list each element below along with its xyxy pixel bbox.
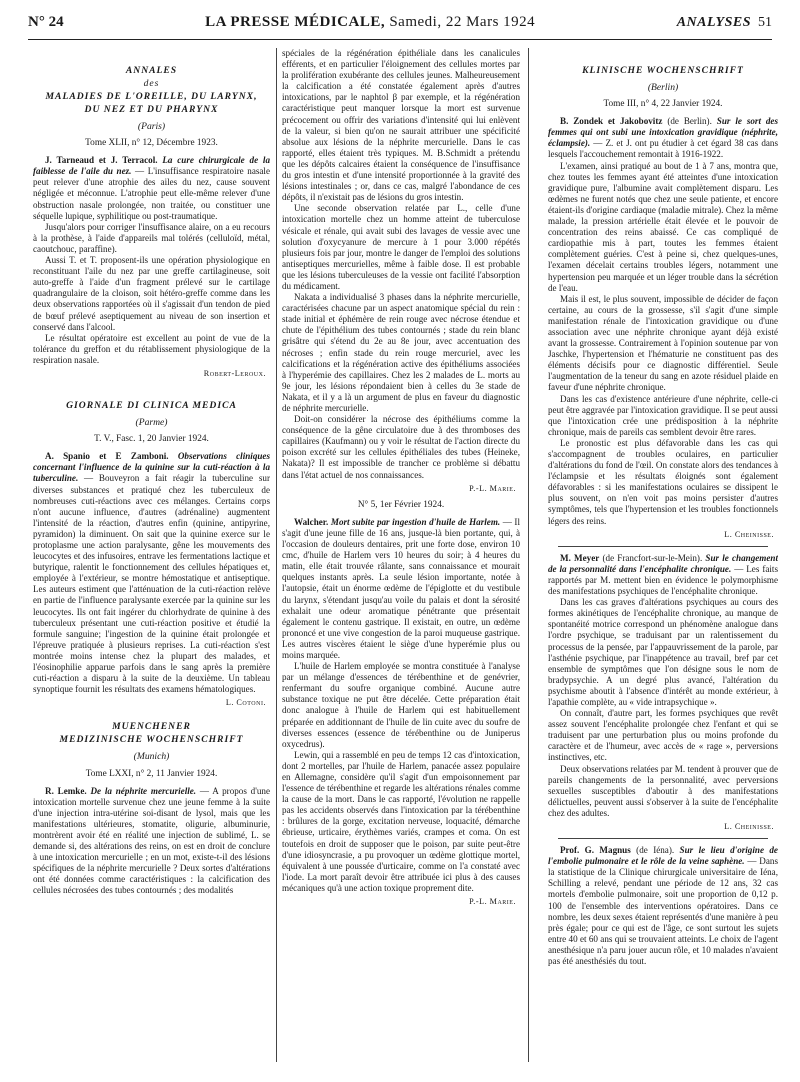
journal-heading: MEDIZINISCHE WOCHENSCHRIFT bbox=[59, 734, 244, 746]
separator-rule bbox=[558, 838, 768, 839]
abstract-paragraph: Dans les cas d'existence antérieure d'une néphrite, celle-ci peut être aggravée par l'intoxication gravidique. Il se peut aussi que l'intoxication crée une prédisposition à la néphrite chronique, mais de pareils cas semblent devoir être rares. bbox=[548, 393, 778, 437]
abstract-paragraph: Prof. G. Magnus (de Iéna). Sur le lieu d'origine de l'embolie pulmonaire et le rôle de la veine saphène. — Dans la statistique de la Clinique chirurgicale universitaire de Iéna, Schilling a relevé, pendant une période de 12 ans, 32 cas mortels d'embolie pulmonaire, soit une proportion de 0,12 p. 100 de l'ensemble des interventions opératoires. Dans ce nombre, les deux sexes étaient représentés d'une manière à peu près égale; pour ce qui est de l'âge, ce sont surtout les sujets entre 40 et 60 ans qui se trouvaient atteints. Le choix de l'agent anesthésique n'a paru jouer aucun rôle, et 10 malades n'avaient pas été anesthésiés du tout. bbox=[548, 845, 778, 967]
abstract-paragraph: B. Zondek et Jakobovitz (de Berlin). Sur le sort des femmes qui ont subi une intoxication gravidique (néphrite, éclampsie). — Z. et J. ont pu étudier à cet égard 38 cas dans lesquels l'accouchement remontait à 1916-1922. bbox=[548, 116, 778, 160]
abstract-title: La cure chirurgicale de la faiblesse de l'aile du nez. bbox=[33, 155, 270, 177]
abstract-paragraph: Mais il est, le plus souvent, impossible de décider de façon certaine, au cours de la grossesse, s'il s'agit d'une simple manifestation rénale de l'intoxication gravidique ou d'une association avec une néphrite chronique ayant déjà existé avant la grossesse. Contrairement à l'opinion soutenue par von Jaschke, l'hypertension et l'hématurie ne constituent pas des éléments décisifs pour ce diagnostic différentiel. Seule l'augmentation de la teneur du sang en azote résiduel plaide en faveur d'une néphrite chronique. bbox=[548, 293, 778, 393]
abstract-paragraph: M. Meyer (de Francfort-sur-le-Mein). Sur le changement de la personnalité dans l'encéphalite chronique. — Les faits rapportés par M. mettent bien en évidence le polymorphisme des manifestations psychiques de l'encéphalite chronique. bbox=[548, 552, 778, 597]
abstract-paragraph: Doit-on considérer la nécrose des épithéliums comme la conséquence de la gêne circulatoire due à des thromboses des capillaires (Kaufmann) ou y voir le résultat de l'action directe du poison excrété sur les cellules épithéliales des tubes (Heineke, Nakata)? Il est impossible de trancher ce problème si débattu dans l'état actuel de nos connaissances. bbox=[282, 414, 520, 480]
journal-heading: MALADIES DE L'OREILLE, DU LARYNX, bbox=[45, 91, 258, 102]
abstract-author: B. Zondek et Jakobovitz bbox=[560, 116, 663, 127]
abstract-paragraph: Le résultat opératoire est excellent au point de vue de la tolérance du greffon et du rétablissement physiologique de la respiration nasale. bbox=[33, 332, 270, 365]
author-location: (de Berlin). bbox=[667, 116, 712, 127]
abstract-title: Sur le sort des femmes qui ont subi une intoxication gravidique (néphrite, éclampsie). bbox=[548, 116, 778, 149]
folio: 51 bbox=[757, 15, 772, 30]
issue-reference: Tome XLII, n° 12, Décembre 1923. bbox=[85, 138, 218, 149]
section-label bbox=[677, 15, 772, 31]
issue-reference: Tome LXXI, n° 2, 11 Janvier 1924. bbox=[85, 768, 218, 779]
abstract-paragraph: Jusqu'alors pour corriger l'insuffisance alaire, on a eu recours à la prothèse, à l'aide d'appareils mal tolérés (celluloïd, métal, caoutchouc, paraffine). bbox=[33, 221, 270, 254]
abstract-paragraph: Une seconde observation relatée par L., celle d'une intoxication mortelle chez un homme atteint de tuberculose vésicale et rénale, qui avait subi des lavages de vessie avec une solution d'oxycyanure de mercure à 1 pour 3.000 répétés plusieurs fois par jour, montre le danger de l'emploi des solutions antiseptiques mercurielles, même à faible dose. Il est probable que les lésions tuberculeuses de la vessie ont facilité l'absorption du médicament. bbox=[282, 203, 520, 291]
abstract-paragraph: L'huile de Harlem employée se montra constituée à l'analyse par un mélange d'essences de térébenthine et de genévrier, renfermant du soufre organique combiné. Aucune autre substance toxique ne put être décelée. Cette préparation était donc analogue à l'huile de Harlem qui est habituellement préparée en additionnant de l'huile de lin cuite avec du soufre de diverses essences (essence de térébenthine ou de Juniperus oxycedrus). bbox=[282, 661, 520, 749]
author-location: (de Iéna). bbox=[636, 845, 675, 856]
column-3 bbox=[548, 48, 778, 1062]
abstract-title: De la néphrite mercurielle. bbox=[90, 785, 197, 796]
issue-reference: T. V., Fasc. 1, 20 Janvier 1924. bbox=[94, 434, 209, 445]
reviewer-signature: L. Cotoni. bbox=[225, 698, 266, 708]
abstract-paragraph: L'examen, ainsi pratiqué au bout de 1 à 7 ans, montra que, chez toutes les femmes ayant été atteintes d'une intoxication gravidique pure, l'albumine avait complètement disparu. Les œdèmes ne furent notés que chez une seule patiente, et encore étaient-ils d'origine cardiaque (maladie mitrale). Chez la même malade, la pression artérielle était élevée et le pouvoir de concentration des reins abaissé. Ce cas compliqué de cardiopathie mis à part, toutes les femmes étaient complètement guéries. C'est à peine si, chez quelques-unes, l'examen décelait certains troubles légers, notamment une hypertension peu marquée et un léger trouble dans la sécrétion de l'eau. bbox=[548, 160, 778, 293]
abstract-paragraph: spéciales de la régénération épithéliale dans les canalicules efférents, et en particulier l'éloignement des cellules mortes par la prolifération exubérante des cellules jeunes. Malheureusement la calcification a été constatée également après d'autres intoxications, par le naphtol β par exemple, et la régénération caractéristique peut manquer lorsque la mort est survenue précocement ou offrir des variations d'intensité qui lui enlèvent de la valeur, si bien qu'on ne saurait attribuer une spécificité absolue aux lésions de la néphrite mercurielle. Dans le cas rapporté, elles étaient très typiques. M. B.Schmidt a prétendu que les dépôts calcaires étaient la conséquence de l'insuffisance du gros intestin et d'une intensité proportionnée à la gravité des lésions intestinales ; or, dans ce cas, malgré l'abondance de ces dépôts, il n'existait pas de lésions du gros intestin. bbox=[282, 48, 520, 203]
abstract-author: Prof. G. Magnus bbox=[560, 845, 631, 856]
abstract-paragraph: Lewin, qui a rassemblé en peu de temps 12 cas d'intoxication, dont 2 mortelles, par l'huile de Harlem, panacée assez populaire en Allemagne, considère qu'il s'agit d'un empoisonnement par l'essence de térébenthine et regarde les altérations rénales comme la cause de la mort. Dans le cas rapporté, l'évolution ne rappelle pas les accidents observés dans l'intoxication par la térébenthine : brûlures de la gorge, excitation nerveuse, loquacité, démarche ébrieuse, urticaire, érythèmes variés, crampes et coma. On est toutefois en droit de supposer que le poison, par suite peut-être d'une idiosyncrasie, a pu provoquer un œdème glottique mortel, équivalent à une poussée d'urticaire, comme on l'a constaté avec l'iode. La mort paraît devoir être attribuée ici plus à des causes mécaniques qu'à une action toxique proprement dite. bbox=[282, 749, 520, 893]
abstract-paragraph: R. Lemke. De la néphrite mercurielle. — A propos d'une intoxication mortelle survenue chez une jeune femme à la suite d'une injection intra-utérine soi-disant de lysol, mais que les manifestations ultérieures, stomatite, oligurie, albuminurie, montrèrent avoir été en réalité une injection de sublimé, L. se demande si, des altérations des reins, on est en droit de conclure à une intoxication mercurielle ; en un mot, existe-t-il des lésions spécifiques de la néphrite mercurielle ? Deux sortes d'altérations ont été données comme caractéristiques : la calcification des cellules nécrosées des tubes contournés ; des modalités bbox=[33, 785, 270, 896]
issue-date: Samedi, 22 Mars 1924 bbox=[389, 14, 536, 30]
journal-city: (Munich) bbox=[133, 751, 170, 763]
page-header bbox=[28, 14, 772, 40]
running-title bbox=[205, 14, 535, 31]
abstract-author: J. Tarneaud et J. Terracol. bbox=[45, 155, 158, 166]
abstract-title: Mort subite par ingestion d'huile de Harlem. bbox=[330, 516, 501, 527]
abstract-author: R. Lemke. bbox=[45, 785, 87, 796]
abstract-title: Observations cliniques concernant l'influence de la quinine sur la cuti-réaction à la tuberculine. bbox=[33, 451, 270, 484]
issue-reference: Tome III, n° 4, 22 Janvier 1924. bbox=[603, 99, 723, 110]
reviewer-signature: L. Cheinisse. bbox=[724, 529, 774, 539]
author-location: (de Francfort-sur-le-Mein). bbox=[602, 552, 703, 563]
abstract-title: Sur le lieu d'origine de l'embolie pulmonaire et le rôle de la veine saphène. bbox=[548, 845, 778, 867]
journal-city: (Paris) bbox=[137, 121, 166, 132]
issue-reference: N° 5, 1er Février 1924. bbox=[357, 499, 445, 510]
abstract-author: A. Spanio et E Zamboni. bbox=[45, 451, 169, 462]
abstract-paragraph: Aussi T. et T. proposent-ils une opération physiologique en reconstituant l'aile du nez par une greffe cartilagineuse, soit auto-greffe à l'aide d'un fragment prélevé sur le cartilage quadrangulaire de la cloison, soit hétéro-greffe comme dans les deux observations rapportées où il s'agissait d'un tendon de pied de bœuf prélevé aseptiquement au niveau de son insertion et conservé dans l'alcool. bbox=[33, 255, 270, 332]
page-number: N° 24 bbox=[28, 14, 64, 30]
abstract-paragraph: Dans les cas graves d'altérations psychiques au cours des formes akinétiques de l'encéphalite chronique, au manque de spontanéité motrice correspond un phénomène analogue dans l'ordre psychique, se traduisant par un ralentissement du processus de la pensée, par l'appauvrissement de la parole, par l'asthénie psychique, par l'inappétence au travail, bref par cet ensemble de symptômes que l'on désigne sous le nom de bradypsychie. A un degré plus avancé, l'altération du psychisme aboutit à l'absence d'intérêt au monde extérieur, à l'apathie complète, au « vide intrapsychique ». bbox=[548, 597, 778, 707]
journal-heading: KLINISCHE WOCHENSCHRIFT bbox=[582, 65, 744, 76]
abstract-paragraph: On connaît, d'autre part, les formes psychiques que revêt assez souvent l'encéphalite prolongée chez l'enfant et qui se traduisent par une perturbation plus ou moins profonde du caractère et de l'humeur, avec accès de « rage », perversions instinctives, etc. bbox=[548, 708, 778, 763]
reviewer-signature: L. Cheinisse. bbox=[724, 822, 774, 831]
column-rule-1 bbox=[276, 48, 277, 1062]
reviewer-signature: P.-L. Marie. bbox=[469, 483, 516, 493]
journal-city: (Parme) bbox=[135, 417, 168, 429]
column-2 bbox=[282, 48, 520, 1062]
section-name: ANALYSES bbox=[676, 15, 751, 30]
reviewer-signature: Robert-Leroux. bbox=[203, 368, 266, 378]
column-rule-2 bbox=[528, 48, 529, 1062]
reviewer-signature: P.-L. Marie. bbox=[469, 897, 516, 907]
abstract-paragraph: Nakata a individualisé 3 phases dans la néphrite mercurielle, caractérisées chacune par un aspect anatomique spécial du rein : stade initial et éphémère de rein rouge avec nécrose étendue et chute de l'épithélium des tubes contournés ; stade du rein blanc grisâtre qui s'étend du 2e au 8e jour, avec accentuation des nécroses ; enfin stade du rein rouge mercuriel, avec les calcifications et la régénération active des épithéliums associées à l'hyperémie des capillaires. Chez les 2 malades de L. morts au 9e jour, les lésions répondaient bien à celles du 3e stade de Nakata, et il y a là un argument de plus en faveur du diagnostic de néphrite mercurielle. bbox=[282, 292, 520, 413]
abstract-paragraph: A. Spanio et E Zamboni. Observations cliniques concernant l'influence de la quinine sur la cuti-réaction à la tuberculine. — Bouveyron a fait réagir la tuberculine sur diverses substances et pratiqué chez les tuberculeux de nombreuses cuti-réactions avec ces mélanges. Certains corps n'ont aucune influence, d'autres (adrénaline) augmentent l'intensité de la réaction, d'autres enfin (quinine, antipyrine, pyramidon) la diminuent. On sait que la quinine exerce sur le protoplasme une action paralysante, gêne les mouvements des leucocytes et des infusoires, entrave les fermentations lactique et butyrique, ralentit le fonctionnement des cellules hépatiques et, employée à l'extérieur, se montre hémostatique et antiseptique. Les auteurs estiment que l'atténuation de la cuti-réaction relève en partie de l'influence paralysante exercée par la quinine sur les leucocytes. Ils ont fait ingérer du chlorhydrate de quinine à des tuberculeux présentant une cuti-réaction positive et étudié la formule sanguine; l'ingestion de la quinine était prolongée et l'épreuve pratiquée à plusieurs reprises. La cuti-réaction s'est montrée moins intense chez la plupart des malades, et l'éosinophilie apparue parfois dans le sang après la première cuti-réaction a disparu à la suite de la deuxième. Un tableau synoptique fournit les résultats des examens hématologiques. bbox=[33, 451, 270, 695]
separator-rule bbox=[558, 546, 768, 547]
journal-heading: des bbox=[143, 78, 160, 89]
journal-title: LA PRESSE MÉDICALE, bbox=[205, 14, 386, 30]
journal-heading: MUENCHENER bbox=[112, 721, 191, 733]
abstract-paragraph: Deux observations relatées par M. tendent à prouver que de pareils changements de la personnalité, avec perversions sexuelles susceptibles d'aboutir à des manifestations délictuelles, peuvent aussi s'observer à la suite de l'encéphalite chez des adultes. bbox=[548, 763, 778, 818]
journal-heading: GIORNALE DI CLINICA MEDICA bbox=[66, 400, 237, 412]
abstract-paragraph: Le pronostic est plus défavorable dans les cas qui s'accompagnent de troubles oculaires, en particulier d'altérations du fond de l'œil. On constate alors des tendances à l'éclampsie et les résultats éloignés sont également défavorables : si les manifestations oculaires se dissipent le plus souvent, on n'en voit pas moins persister d'autres symptômes, tels que l'hypertension et les troubles fonctionnels légers des reins. bbox=[548, 437, 778, 526]
column-1 bbox=[33, 48, 270, 1062]
journal-heading: ANNALES bbox=[125, 65, 178, 76]
journal-city: (Berlin) bbox=[647, 82, 679, 93]
journal-heading: DU NEZ ET DU PHARYNX bbox=[84, 104, 219, 115]
abstract-author: Walcher. bbox=[294, 516, 329, 527]
abstract-paragraph: Walcher. Mort subite par ingestion d'huile de Harlem. — Il s'agit d'une jeune fille de 16 ans, jusque-là bien portante, qui, à l'occasion de douleurs dentaires, prit une forte dose, environ 10 cmc, d'huile de Harlem vers 10 heures du soir; à 4 heures du matin, elle était trouvée râlante, sans connaissance et mourait quelques instants après. La seule lésion importante, notée à l'autopsie, était un énorme œdème de l'épiglotte et du vestibule du larynx, s'étendant jusqu'au voile du palais et dont la sérosité exhalait une odeur aromatique pénétrante que présentait également le contenu gastrique. Il existait, en outre, un œdème prononcé et une vive congestion de la paroi muqueuse gastrique. Les autres viscères étaient le siège d'une hyperémie plus ou moins marquée. bbox=[282, 516, 520, 660]
abstract-paragraph: J. Tarneaud et J. Terracol. La cure chirurgicale de la faiblesse de l'aile du nez. — L'insuffisance respiratoire nasale peut relever d'une atrophie des ailes du nez, cause souvent négligée et méconnue. L'atrophie peut elle-même relever d'une obstruction nasale prolongée, non traitée, ou constituer une séquelle lupique, syphilitique ou post-traumatique. bbox=[33, 155, 270, 221]
abstract-author: M. Meyer bbox=[560, 552, 600, 563]
abstract-title: Sur le changement de la personnalité dans l'encéphalite chronique. bbox=[548, 552, 778, 574]
